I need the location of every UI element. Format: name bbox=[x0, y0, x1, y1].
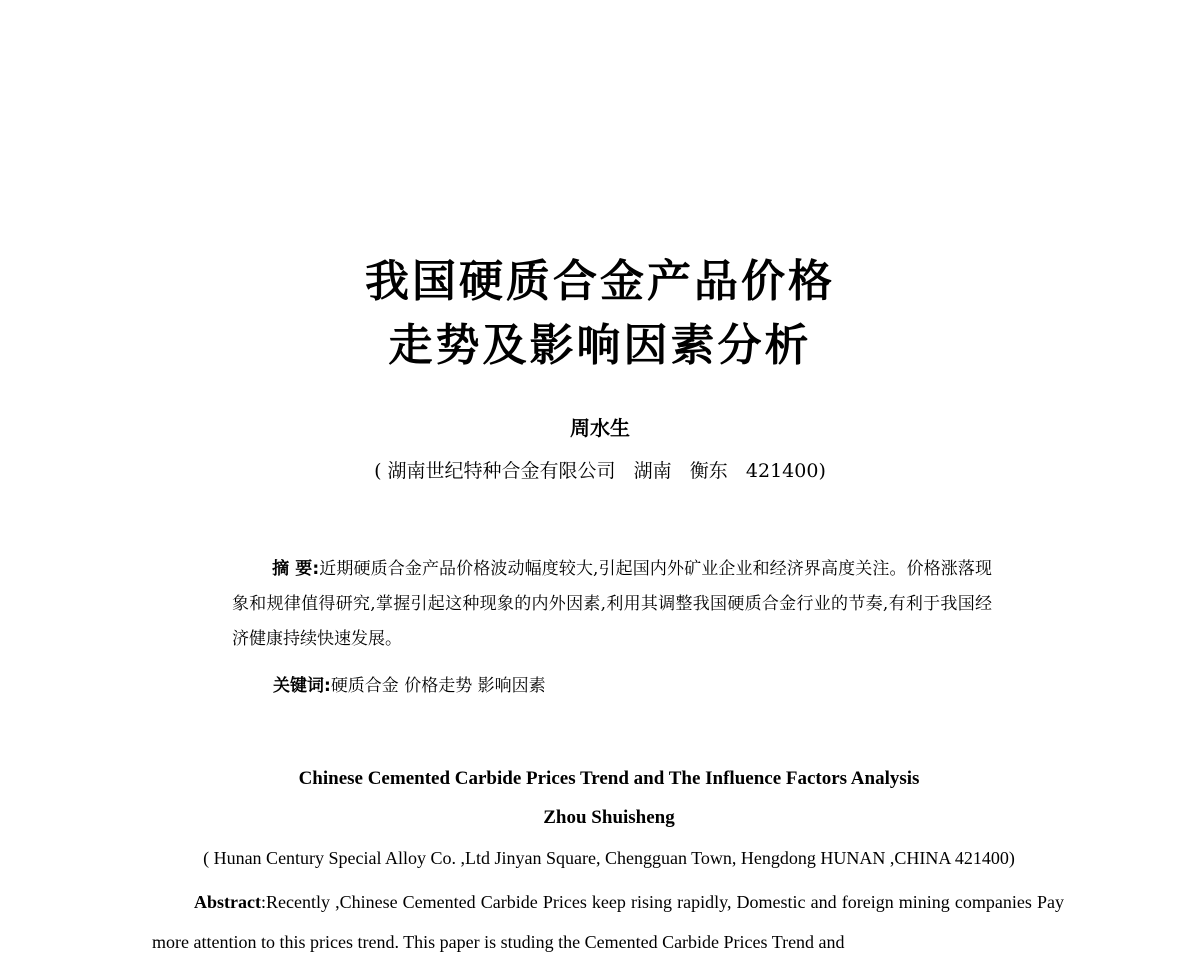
affiliation-en: ( Hunan Century Special Alloy Co. ,Ltd Jinyan Square, Chengguan Town, Hengdong HUNAN ,CHINA 421400) bbox=[203, 848, 1015, 868]
abstract-en-separator: : bbox=[260, 892, 266, 912]
abstract-en bbox=[152, 882, 1064, 962]
title-line-2: 走势及影响因素分析 bbox=[388, 320, 812, 371]
affiliation-cn: ( 湖南世纪特种合金有限公司 湖南 衡东 421400) bbox=[374, 460, 826, 482]
abstract-cn-label: 摘 要: bbox=[272, 559, 320, 579]
abstract-en-label: Abstract bbox=[194, 892, 261, 912]
abstract-cn-text: 近期硬质合金产品价格波动幅度较大,引起国内外矿业企业和经济界高度关注。价格涨落现象和规律值得研究,掌握引起这种现象的内外因素,利用其调整我国硬质合金行业的节奏,有利于我国经济健康持续快速发展。 bbox=[232, 559, 993, 649]
title-line-1: 我国硬质合金产品价格 bbox=[365, 256, 835, 307]
keywords-cn-label: 关键词: bbox=[273, 676, 331, 696]
abstract-cn bbox=[232, 552, 992, 657]
author-name-en: Zhou Shuisheng bbox=[543, 807, 675, 828]
author-name-cn: 周水生 bbox=[570, 416, 630, 440]
keywords-cn bbox=[273, 671, 546, 701]
abstract-en-text: Recently ,Chinese Cemented Carbide Prices keep rising rapidly, Domestic and foreign mining companies Pay more attention to this prices trend. This paper is studing the Cemented Carbide Prices Trend and bbox=[152, 892, 1064, 952]
paper-title-en: Chinese Cemented Carbide Prices Trend and The Influence Factors Analysis bbox=[298, 768, 920, 789]
keywords-cn-text: 硬质合金 价格走势 影响因素 bbox=[330, 676, 546, 696]
paper-title bbox=[0, 250, 1200, 378]
